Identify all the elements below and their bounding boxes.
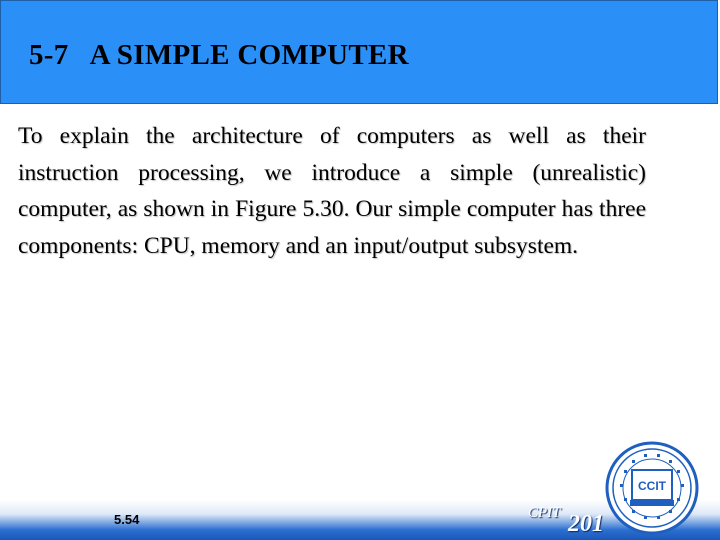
seal-logo-text: CCIT [638,479,666,493]
title-bar [0,0,718,104]
page-number: 5.54 [114,512,140,527]
university-seal-icon [604,440,700,536]
course-prefix: CPIT [528,505,561,521]
slide-body-text: To explain the architecture of computers as well as their instruction processing, we introduce a simple (unrealistic) computer, as shown in Figure 5.30. Our simple computer has three components: CPU, memory and an input/output subsystem. [18,123,646,259]
course-number: 201 [568,511,604,537]
slide-title: 5-7 A SIMPLE COMPUTER [29,39,409,71]
